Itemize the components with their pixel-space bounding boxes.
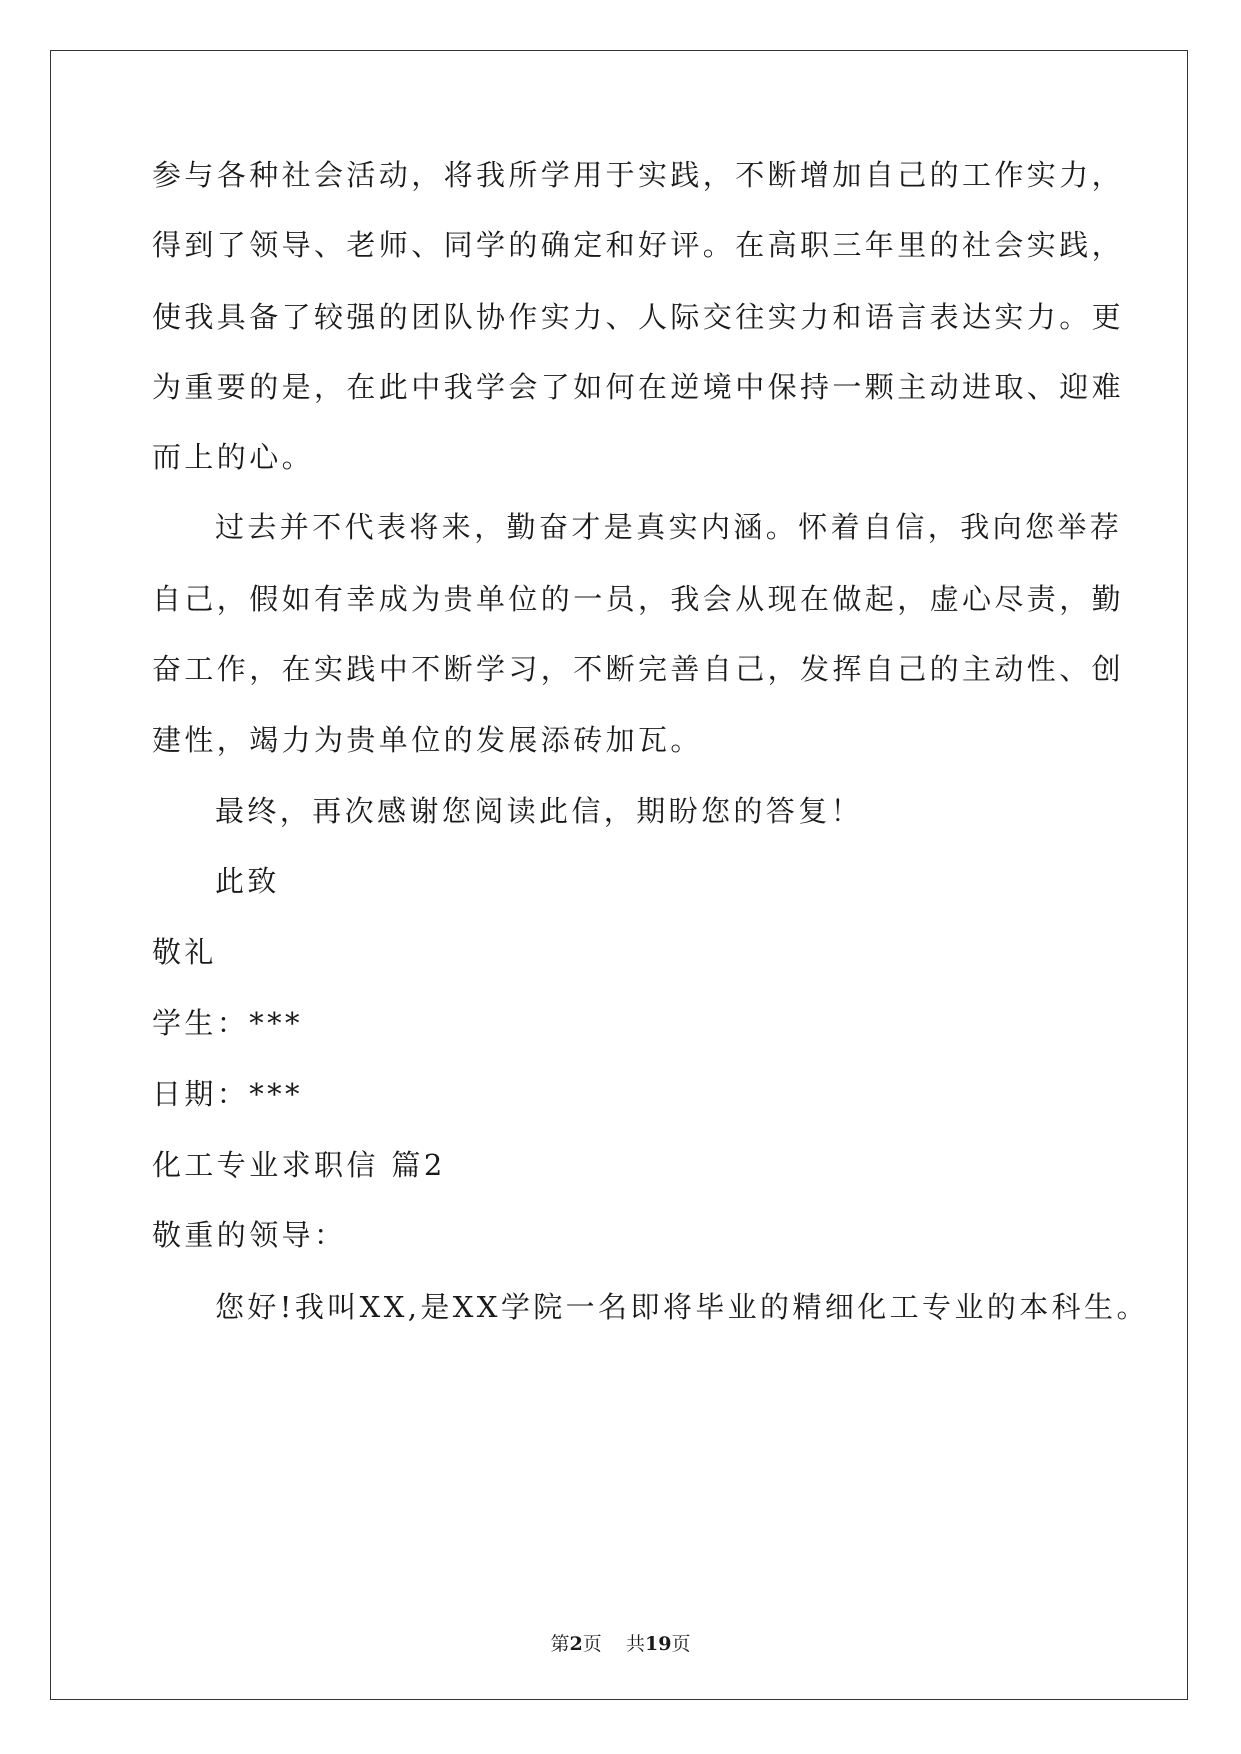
salutation-line: 敬礼: [152, 935, 217, 969]
paragraph-line: 自己，假如有幸成为贵单位的一员，我会从现在做起，虚心尽责，勤: [152, 582, 1125, 616]
paragraph-line: 得到了领导、老师、同学的确定和好评。在高职三年里的社会实践，: [152, 228, 1125, 262]
letter-greeting: 敬重的领导：: [152, 1218, 347, 1252]
signature-date: 日期：***: [152, 1077, 303, 1111]
footer-total-prefix: 共: [625, 1633, 645, 1655]
total-page-count: 19: [644, 1633, 672, 1655]
signature-student: 学生：***: [152, 1006, 303, 1040]
paragraph-line: 为重要的是，在此中我学会了如何在逆境中保持一颗主动进取、迎难: [152, 370, 1125, 404]
footer-total-suffix: 页: [671, 1633, 691, 1655]
paragraph-line: 过去并不代表将来，勤奋才是真实内涵。怀着自信，我向您举荐: [215, 510, 1123, 544]
salutation-line: 此致: [215, 864, 280, 898]
paragraph-line: 使我具备了较强的团队协作实力、人际交往实力和语言表达实力。更: [152, 300, 1125, 334]
closing-line: 最终，再次感谢您阅读此信，期盼您的答复！: [215, 794, 864, 828]
footer-page-suffix: 页: [582, 1633, 602, 1655]
paragraph-line: 建性，竭力为贵单位的发展添砖加瓦。: [152, 723, 703, 757]
paragraph-line: 而上的心。: [152, 440, 315, 474]
paragraph-line: 奋工作，在实践中不断学习，不断完善自己，发挥自己的主动性、创: [152, 652, 1125, 686]
page-footer: [0, 1632, 1241, 1656]
current-page-number: 2: [569, 1633, 583, 1655]
section-heading: 化工专业求职信 篇2: [152, 1148, 446, 1182]
footer-prefix: 第: [550, 1633, 570, 1655]
paragraph-line: 您好!我叫XX,是XX学院一名即将毕业的精细化工专业的本科生。: [215, 1290, 1149, 1324]
paragraph-line: 参与各种社会活动，将我所学用于实践，不断增加自己的工作实力，: [152, 158, 1125, 192]
